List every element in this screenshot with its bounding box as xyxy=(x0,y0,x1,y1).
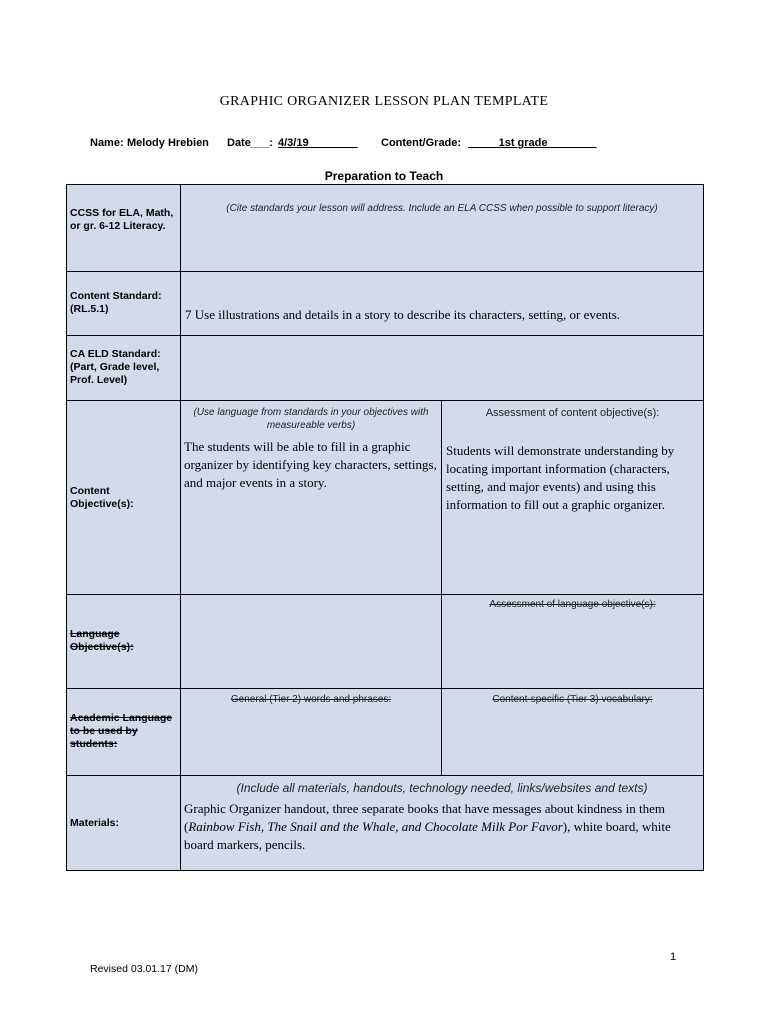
page-number: 1 xyxy=(670,951,677,963)
content-grade-value: _____1st grade________ xyxy=(468,137,597,149)
language-objectives-label: Language Objective(s): xyxy=(70,628,134,653)
content-objectives-instruction: (Use language from standards in your objectives with measureable verbs) xyxy=(193,407,429,431)
materials-book-titles: Rainbow Fish, The Snail and the Whale, and Chocolate Milk Por Favor xyxy=(188,819,563,834)
date-label: Date___: xyxy=(227,137,273,149)
row-academic-language xyxy=(67,689,704,776)
row-ccss xyxy=(67,185,704,272)
revision-footer: Revised 03.01.17 (DM) xyxy=(90,963,198,975)
materials-instruction: (Include all materials, handouts, technology needed, links/websites and texts) xyxy=(236,781,648,795)
tier2-header: General (Tier 2) words and phrases: xyxy=(230,694,392,705)
content-assessment-header: Assessment of content objective(s): xyxy=(485,407,660,419)
name-value: Melody Hrebien xyxy=(127,137,209,149)
materials-text-after: ), white board, white board markers, pencils. xyxy=(184,819,671,852)
ca-eld-value-cell xyxy=(181,336,704,401)
row-language-objectives xyxy=(67,595,704,689)
materials-value xyxy=(181,800,703,854)
academic-language-label: Academic Language to be used by students: xyxy=(70,712,173,750)
document-title: GRAPHIC ORGANIZER LESSON PLAN TEMPLATE xyxy=(219,94,549,109)
row-ca-eld xyxy=(67,336,704,401)
lesson-plan-table xyxy=(66,184,704,871)
materials-label: Materials: xyxy=(70,816,120,829)
content-objectives-label: Content Objective(s): xyxy=(70,484,134,510)
date-value: 4/3/19________ xyxy=(278,137,358,149)
section-heading: Preparation to Teach xyxy=(324,169,444,183)
row-content-standard xyxy=(67,272,704,336)
language-assessment-header: Assessment of language objective(s): xyxy=(489,599,656,610)
row-materials xyxy=(67,776,704,871)
content-standard-label: Content Standard: (RL.5.1) xyxy=(70,290,162,315)
name-label: Name: xyxy=(90,137,124,149)
language-objectives-value-cell xyxy=(181,595,442,689)
content-standard-value: 7 Use illustrations and details in a story to describe its characters, setting, or events. xyxy=(185,307,621,322)
content-grade-label: Content/Grade: xyxy=(381,137,462,149)
ca-eld-label: CA ELD Standard: (Part, Grade level, Prof. Level) xyxy=(70,348,161,386)
row-content-objectives xyxy=(67,401,704,595)
ccss-instruction: (Cite standards your lesson will address. Include an ELA CCSS when possible to support literacy) xyxy=(226,203,658,214)
tier3-header: Content-specific (Tier 3) vocabulary: xyxy=(492,694,653,705)
content-assessment-value: Students will demonstrate understanding by locating important information (characters, setting, and major events) and using this information to fill out a graphic organizer. xyxy=(446,443,675,512)
materials-text-before: Graphic Organizer handout, three separate books that have messages about kindness in them ( xyxy=(184,801,665,834)
content-objectives-value: The students will be able to fill in a graphic organizer by identifying key characters, settings, and major events in a story. xyxy=(184,439,437,490)
ccss-label: CCSS for ELA, Math, or gr. 6-12 Literacy. xyxy=(70,207,174,232)
